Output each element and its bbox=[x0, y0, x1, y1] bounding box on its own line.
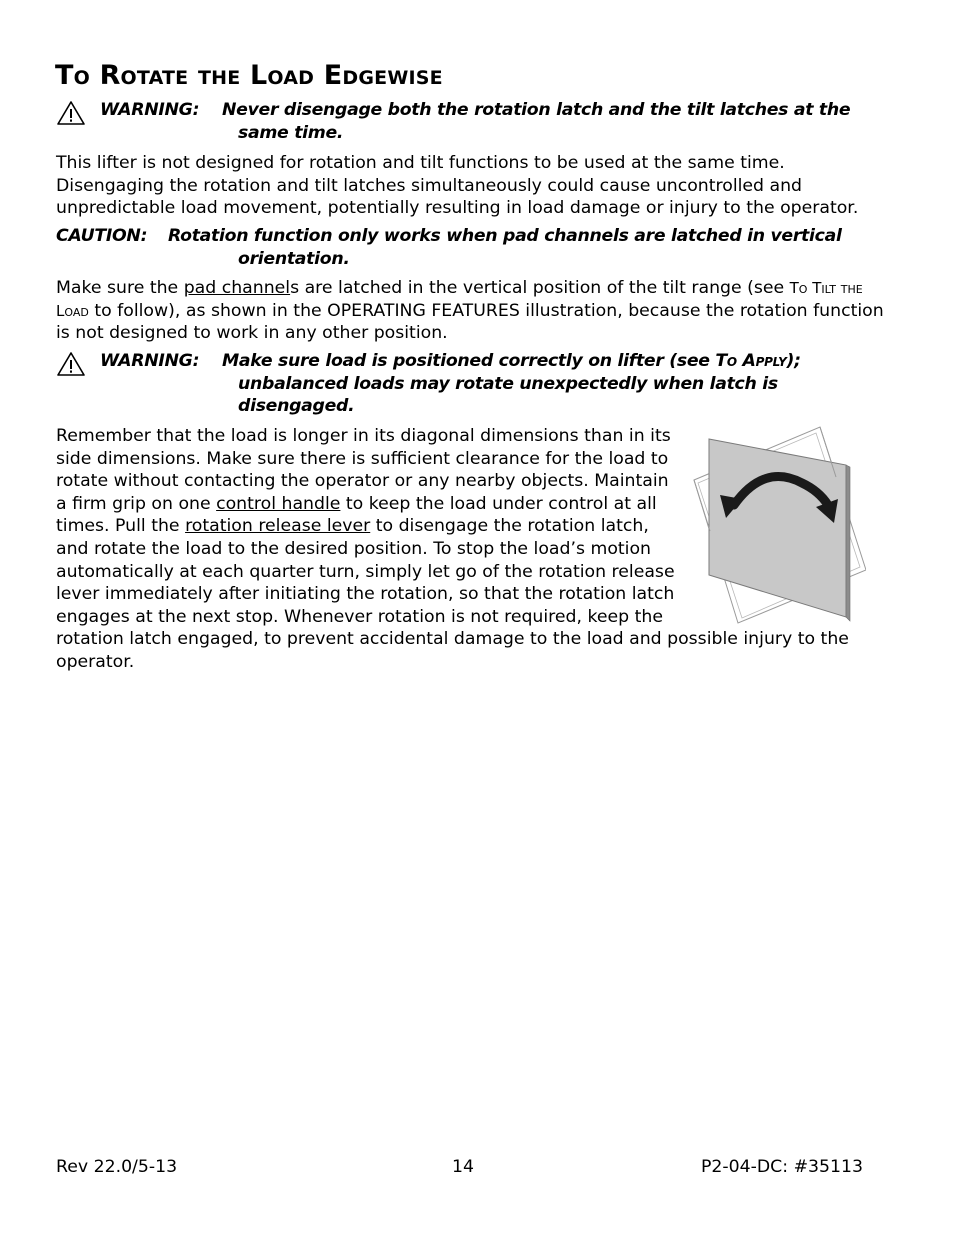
caution-text-line: Rotation function only works when pad channels are latched in vertical bbox=[168, 226, 842, 246]
warning-notice-2 bbox=[56, 350, 876, 418]
text-run: a firm grip on one bbox=[56, 493, 217, 514]
pad-channel-link[interactable]: pad channel bbox=[183, 278, 291, 298]
text-run: to keep the load under control at all bbox=[340, 493, 657, 514]
paragraph-line: and rotate the load to the desired position. To stop the load’s motion bbox=[56, 538, 651, 559]
warning-text-line: disengaged. bbox=[238, 396, 355, 417]
control-handle-link[interactable]: control handle bbox=[216, 493, 341, 514]
warning-label: WARNING: bbox=[100, 100, 200, 120]
warning-text-line: Never disengage both the rotation latch and the tilt latches at the bbox=[222, 100, 851, 120]
text-run: ); bbox=[786, 351, 801, 371]
paragraph-line: side dimensions. Make sure there is sufficient clearance for the load to bbox=[56, 448, 669, 469]
text-run: Make sure the bbox=[56, 278, 184, 298]
paragraph-line: unpredictable load movement, potentially resulting in load damage or injury to the operator. bbox=[56, 198, 859, 219]
paragraph-rotation-tilt bbox=[56, 152, 876, 220]
paragraph-line: This lifter is not designed for rotation and tilt functions to be used at the same time. bbox=[56, 153, 785, 173]
load-panel bbox=[709, 439, 846, 617]
footer-page-number: 14 bbox=[452, 1157, 474, 1177]
text-run: s are latched in the vertical position of the tilt range (see bbox=[290, 278, 790, 298]
warning-triangle-icon bbox=[56, 351, 86, 377]
paragraph-pad-channels bbox=[56, 277, 886, 345]
paragraph-line: rotate without contacting the operator or any nearby objects. Maintain bbox=[56, 471, 669, 492]
page-title: To Rotate the Load Edgewise bbox=[55, 60, 443, 91]
caution-label: CAUTION: bbox=[56, 226, 148, 246]
warning-text-line: unbalanced loads may rotate unexpectedly when latch is bbox=[238, 373, 778, 394]
warning-label: WARNING: bbox=[100, 351, 200, 371]
text-run: to follow), as shown in the OPERATING FEATURES illustration, because the rotation function bbox=[88, 300, 884, 321]
paragraph-line: is not designed to work in any other position. bbox=[56, 323, 448, 344]
caution-text-line: orientation. bbox=[238, 248, 350, 269]
footer-document-code: P2-04-DC: #35113 bbox=[701, 1157, 864, 1177]
section-reference-tilt-cont[interactable]: Load bbox=[56, 301, 89, 320]
caution-notice bbox=[56, 225, 876, 270]
section-reference-apply[interactable]: To Apply bbox=[715, 351, 787, 371]
rotation-release-lever-link[interactable]: rotation release lever bbox=[185, 516, 371, 537]
warning-triangle-icon bbox=[56, 100, 86, 126]
paragraph-line: operator. bbox=[56, 651, 135, 672]
warning-notice-1 bbox=[56, 99, 876, 144]
load-panel-edge bbox=[846, 465, 850, 621]
paragraph-line: Disengaging the rotation and tilt latches simultaneously could cause uncontrolled and bbox=[56, 175, 803, 196]
paragraph-line: rotation latch engaged, to prevent accidental damage to the load and possible injury to the bbox=[56, 629, 849, 650]
warning-text-line: same time. bbox=[238, 122, 344, 143]
section-reference-tilt[interactable]: To Tilt the bbox=[789, 279, 863, 297]
paragraph-line: engages at the next stop. Whenever rotation is not required, keep the bbox=[56, 606, 663, 627]
paragraph-line: Remember that the load is longer in its diagonal dimensions than in its bbox=[56, 426, 671, 446]
paragraph-line: lever immediately after initiating the rotation, so that the rotation latch bbox=[56, 584, 675, 605]
text-run: to disengage the rotation latch, bbox=[370, 516, 649, 537]
paragraph-line: automatically at each quarter turn, simply let go of the rotation release bbox=[56, 561, 675, 582]
text-run: times. Pull the bbox=[56, 516, 186, 537]
footer-revision: Rev 22.0/5-13 bbox=[56, 1157, 178, 1177]
load-rotation-illustration bbox=[676, 425, 866, 625]
warning-text-line: Make sure load is positioned correctly on lifter (see bbox=[222, 351, 716, 371]
